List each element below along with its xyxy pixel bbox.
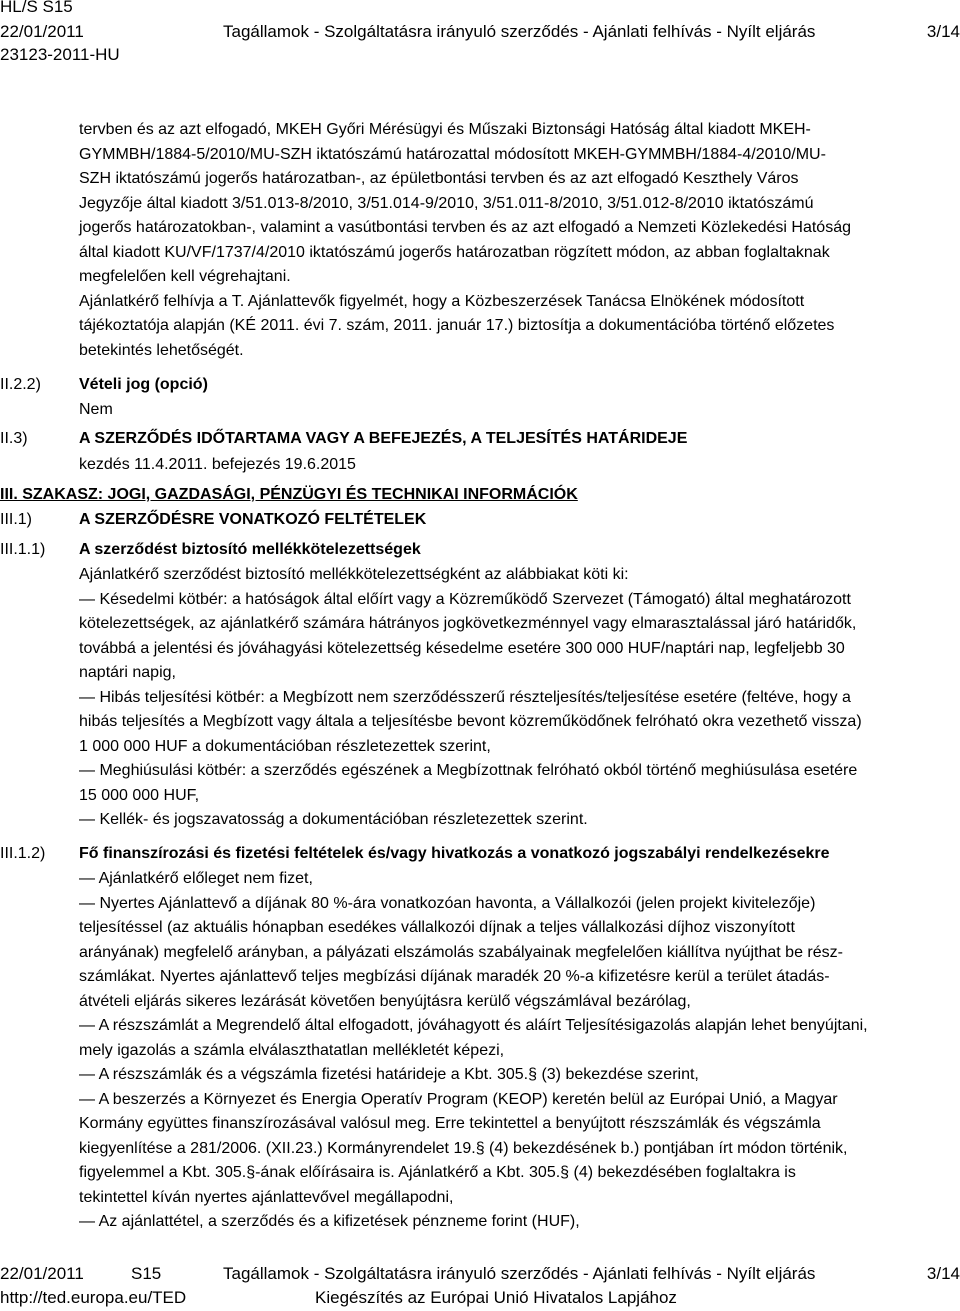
footer-title: Tagállamok - Szolgáltatásra irányuló szerződés - Ajánlati felhívás - Nyílt eljárás — [223, 1264, 816, 1283]
page-header — [0, 0, 960, 80]
text-line: — A beszerzés a Környezet és Energia Operatív Program (KEOP) keretén belül az Európai Unió, a Magyar — [79, 1090, 838, 1108]
footer-date: 22/01/2011 — [0, 1264, 84, 1283]
text-line: kiegyenlítése a 281/2006. (XII.23.) Kormányrendelet 19.§ (4) bekezdésének b.) pontjában írt módon történik, — [79, 1139, 848, 1157]
text-line: 1 000 000 HUF a dokumentációban részletezettek szerint, — [79, 737, 491, 755]
text-line: — Kellék- és jogszavatosság a dokumentációban részletezettek szerint. — [79, 811, 588, 828]
section-title-iii-1-1: A szerződést biztosító mellékkötelezettségek — [79, 541, 421, 558]
section-title-iii-1-2: Fő finanszírozási és fizetési feltételek és/vagy hivatkozás a vonatkozó jogszabályi rendelkezésekre — [79, 845, 830, 862]
text-line: tervben és az azt elfogadó, MKEH Győri Mérésügyi és Műszaki Biztonsági Hatóság által kiadott MKEH- — [79, 121, 811, 138]
section-label-ii-3: II.3) — [0, 430, 28, 447]
section-label-ii-2-2: II.2.2) — [0, 376, 41, 393]
header-series: HL/S S15 — [0, 0, 73, 16]
text-line: figyelemmel a Kbt. 305.§-ának előírásaira is. Ajánlatkérő a Kbt. 305.§ (4) bekezdésében foglaltakra is — [79, 1164, 796, 1181]
text-line: továbbá a jelentési és jóváhagyási kötelezettség késedelme esetére 300 000 HUF/naptári nap, legfeljebb 30 — [79, 639, 845, 657]
section-label-iii-1-2: III.1.2) — [0, 845, 46, 862]
section-label-iii-1: III.1) — [0, 511, 33, 528]
footer-subtitle: Kiegészítés az Európai Unió Hivatalos Lapjához — [315, 1288, 677, 1307]
text-line: Ajánlatkérő szerződést biztosító mellékkötelezettségként az alábbiakat köti ki: — [79, 566, 629, 583]
text-line: — Meghiúsulási kötbér: a szerződés egészének a Megbízottnak felróható okból történő meghiúsulása esetére — [79, 762, 858, 779]
section-label-iii-1-1: III.1.1) — [0, 541, 46, 558]
text-line: naptári napig, — [79, 664, 176, 681]
section-value-ii-3: kezdés 11.4.2011. befejezés 19.6.2015 — [79, 456, 356, 473]
text-line: Jegyzője által kiadott 3/51.013-8/2010, 3/51.014-9/2010, 3/51.011-8/2010, 3/51.012-8/2010 iktatószámú — [79, 194, 814, 212]
section-title-iii: III. SZAKASZ: JOGI, GAZDASÁGI, PÉNZÜGYI ÉS TECHNIKAI INFORMÁCIÓK — [0, 486, 578, 503]
text-line: Ajánlatkérő felhívja a T. Ajánlattevők figyelmét, hogy a Közbeszerzések Tanácsa Elnökének módosított — [79, 292, 805, 310]
text-line: — Késedelmi kötbér: a hatóságok által előírt vagy a Közreműködő Szervezet (Támogató) által meghatározott — [79, 590, 851, 608]
text-line: — A részszámlák és a végszámla fizetési határideje a Kbt. 305.§ (3) bekezdése szerint, — [79, 1066, 699, 1083]
text-line: SZH iktatószámú jogerős határozatban-, az épületbontási tervben és az azt elfogadó Keszthely Város — [79, 170, 799, 187]
text-line: megfelelően kell végrehajtani. — [79, 268, 291, 285]
text-line: tekintettel kíván nyertes ajánlattevővel megállapodni, — [79, 1188, 454, 1206]
section-value-ii-2-2: Nem — [79, 401, 113, 418]
text-line: mely igazolás a számla elválaszthatatlan mellékletét képezi, — [79, 1041, 505, 1059]
footer-series: S15 — [131, 1264, 162, 1283]
header-date: 22/01/2011 — [0, 22, 84, 41]
section-title-ii-3: A SZERZŐDÉS IDŐTARTAMA VAGY A BEFEJEZÉS, A TELJESÍTÉS HATÁRIDEJE — [79, 430, 688, 447]
text-line: GYMMBH/1884-5/2010/MU-SZH iktatószámú határozattal módosított MKEH-GYMMBH/1884-4/2010/MU- — [79, 145, 826, 163]
footer-page-number: 3/14 — [926, 1264, 960, 1283]
text-line: — Ajánlatkérő előleget nem fizet, — [79, 870, 313, 887]
text-line: teljesítéssel (az aktuális hónapban esedékes vállalkozói díjnak a teljes vállalkozási díjhoz viszonyított — [79, 919, 795, 936]
text-line: 15 000 000 HUF, — [79, 786, 200, 804]
text-line: arányának) megfelelő arányban, a pályázati elszámolás szabályainak megfelelően kiállítva nyújthat be rész- — [79, 943, 843, 961]
text-line: átvételi eljárás sikeres lezárását követően benyújtásra kerülő végszámlával bezárólag, — [79, 992, 691, 1010]
text-line: — A részszámlát a Megrendelő által elfogadott, jóváhagyott és aláírt Teljesítésigazolás alapján lehet benyújtani, — [79, 1017, 868, 1034]
text-line: hibás teljesítés a Megbízott vagy általa a teljesítésbe bevont közreműködőnek felróható okra vezethető vissza) — [79, 713, 862, 730]
text-line: betekintés lehetőségét. — [79, 341, 244, 359]
page-footer — [0, 1264, 960, 1311]
text-line: — Hibás teljesítési kötbér: a Megbízott nem szerződésszerű részteljesítés/teljesítése esetére (feltéve, hogy a — [79, 688, 851, 706]
text-line: jogerős határozatokban-, valamint a vasútbontási tervben és az azt elfogadó a Nemzeti Közlekedési Hatóság — [79, 219, 851, 236]
text-line: számlákat. Nyertes ajánlattevő teljes megbízási díjának maradék 20 %-a kifizetésre kerül a terület átadás- — [79, 968, 830, 985]
section-title-ii-2-2: Vételi jog (opció) — [79, 376, 208, 393]
text-line: tájékoztatója alapján (KÉ 2011. évi 7. szám, 2011. január 17.) biztosítja a dokumentációba történő előzetes — [79, 317, 835, 334]
text-line: — Az ajánlattétel, a szerződés és a kifizetések pénzneme forint (HUF), — [79, 1213, 580, 1230]
text-line: kötelezettségek, az ajánlatkérő számára hátrányos jogkövetkezménnyel vagy elmarasztalással járó határidők, — [79, 615, 857, 632]
header-doc-number: 23123-2011-HU — [0, 45, 120, 64]
text-line: által kiadott KU/VF/1737/4/2010 iktatószámú jogerős határozatban rögzített módon, az abban foglaltaknak — [79, 243, 830, 261]
text-line: — Nyertes Ajánlattevő a díjának 80 %-ára vonatkozóan havonta, a Vállalkozói (jelen projekt kivitelezője) — [79, 894, 816, 912]
header-page-number: 3/14 — [926, 22, 960, 41]
footer-url[interactable]: http://ted.europa.eu/TED — [0, 1288, 187, 1307]
header-title: Tagállamok - Szolgáltatásra irányuló szerződés - Ajánlati felhívás - Nyílt eljárás — [223, 22, 816, 41]
section-title-iii-1: A SZERZŐDÉSRE VONATKOZÓ FELTÉTELEK — [79, 511, 427, 528]
text-line: Kormány együttes finanszírozásával valósul meg. Erre tekintettel a benyújtott részszámlák és végszámla — [79, 1115, 821, 1132]
